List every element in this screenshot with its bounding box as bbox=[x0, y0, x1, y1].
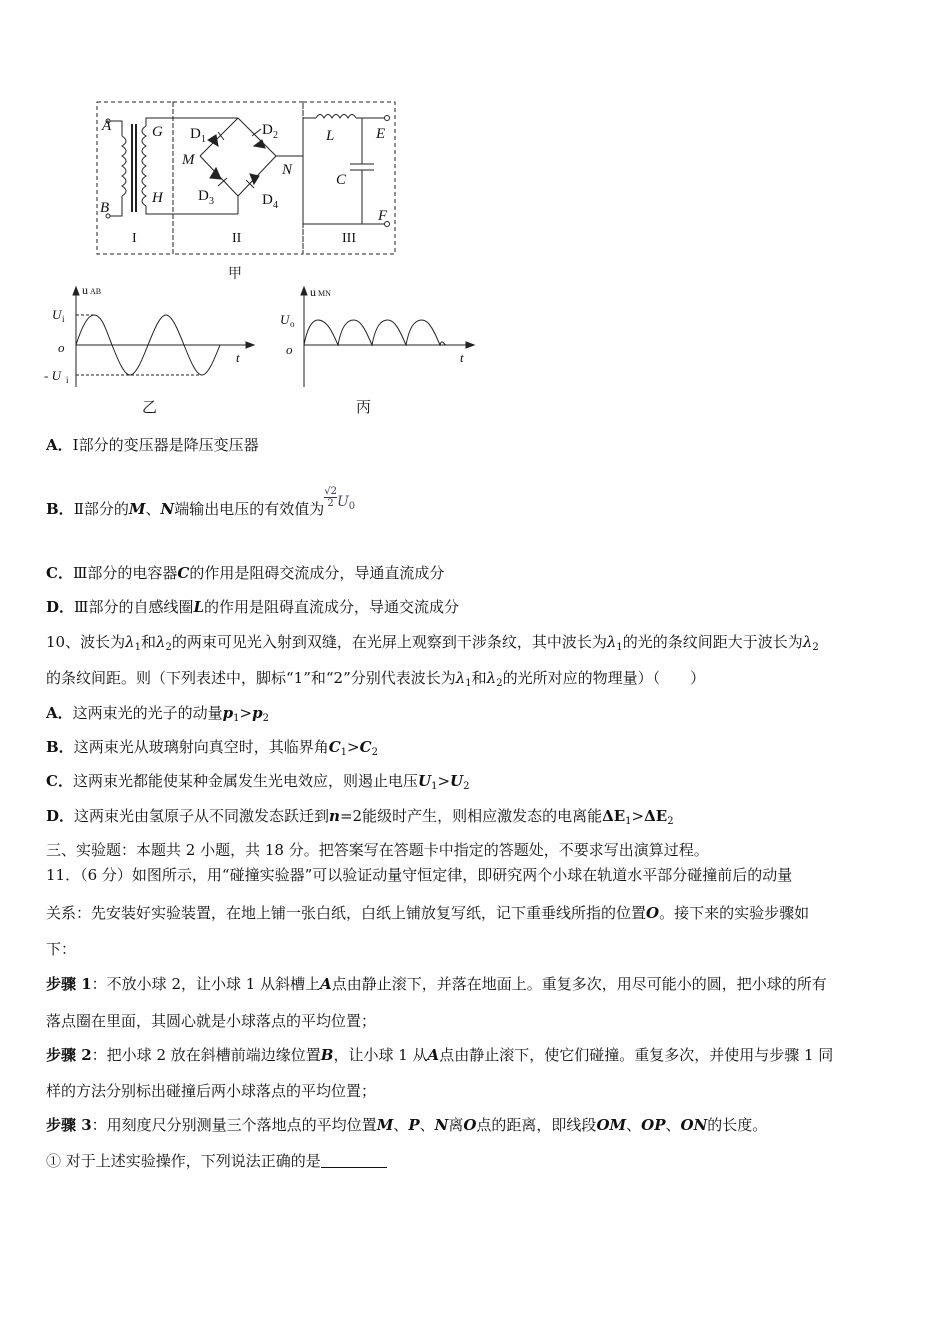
yi-neg-peak-sub: i bbox=[66, 375, 69, 385]
figure-caption-jia: 甲 bbox=[228, 267, 242, 282]
rectified-curve bbox=[304, 320, 446, 345]
bing-peak: U bbox=[280, 312, 290, 327]
label-D2-sub: 2 bbox=[273, 130, 278, 141]
sqrt2-over-2: $\frac{√2}{2}$ bbox=[324, 486, 337, 509]
bing-origin: o bbox=[286, 342, 293, 357]
q9-option-b[interactable]: B．Ⅱ部分的M、N端输出电压的有效值为 $\frac{√2}{2}$ $U^0$ bbox=[46, 486, 356, 518]
label-D3-sub: 3 bbox=[209, 196, 214, 207]
label-D2: D bbox=[262, 122, 273, 138]
yi-ylabel-sub: AB bbox=[90, 287, 102, 296]
diode-d3 bbox=[210, 168, 221, 179]
q10-option-d[interactable]: D．这两束光由氢原子从不同激发态跃迁到n=2能级时产生，则相应激发态的电离能$\Delta E_1>\Delta E_2$ bbox=[46, 807, 674, 827]
label-D1: D bbox=[190, 126, 201, 142]
label-E: E bbox=[376, 126, 386, 142]
q9-option-a[interactable]: A．Ⅰ部分的变压器是降压变压器 bbox=[46, 436, 259, 454]
section-label-1: I bbox=[132, 231, 137, 246]
bing-ylabel: u bbox=[310, 285, 316, 299]
waveform-figure-yi bbox=[44, 282, 259, 422]
label-D1-sub: 1 bbox=[201, 134, 206, 145]
q10-option-b[interactable]: B．这两束光从玻璃射向真空时，其临界角$C_1>C_2$ bbox=[46, 738, 378, 758]
label-L: L bbox=[326, 128, 335, 144]
q11-line1: 11．（6 分）如图所示，用“碰撞实验器”可以验证动量守恒定律，即研究两个小球在轨道水平部分碰撞前后的动量 bbox=[46, 866, 793, 884]
circuit-figure-jia bbox=[90, 96, 440, 286]
bing-peak-sub: o bbox=[290, 319, 295, 329]
label-D4-sub: 4 bbox=[273, 200, 278, 211]
primary-coil bbox=[122, 136, 126, 196]
yi-peak-sub: i bbox=[62, 314, 65, 324]
yi-xlabel: t bbox=[236, 350, 240, 365]
q10-stem-line2: 的条纹间距。则（下列表述中，脚标“1”和“2”分别代表波长为$\lambda_1$和$\lambda_2$的光所对应的物理量）（ ） bbox=[46, 669, 706, 689]
label-D3: D bbox=[198, 188, 209, 204]
waveform-figure-bing bbox=[274, 282, 484, 422]
q11-step2-cont: 样的方法分别标出碰撞后两小球落点的平均位置； bbox=[46, 1082, 377, 1100]
q10-stem-line1: 10、波长为$\lambda_1$和$\lambda_2$的两束可见光入射到双缝，在光屏上观察到干涉条纹，其中波长为$\lambda_1$的光的条纹间距大于波长为$\lambda_2$ bbox=[46, 633, 819, 653]
q10-option-c[interactable]: C．这两束光都能使某种金属发生光电效应，则遏止电压$U_1>U_2$ bbox=[46, 772, 470, 792]
label-H: H bbox=[152, 190, 163, 206]
label-D4: D bbox=[262, 192, 273, 208]
yi-neg-peak: - U bbox=[44, 368, 61, 383]
label-M: M bbox=[182, 152, 195, 168]
q11-subquestion-1: ① 对于上述实验操作，下列说法正确的是 bbox=[46, 1150, 387, 1172]
yi-ylabel: u bbox=[82, 283, 88, 297]
q11-step3: 步骤 3：用刻度尺分别测量三个落地点的平均位置M、P、N离O点的距离，即线段OM、OP、ON的长度。 bbox=[46, 1116, 768, 1134]
q9-option-c[interactable]: C．Ⅲ部分的电容器C的作用是阻碍交流成分，导通直流成分 bbox=[46, 564, 445, 582]
q11-step2: 步骤 2：把小球 2 放在斜槽前端边缘位置B，让小球 1 从A点由静止滚下，使它们碰撞。重复多次，并使用与步骤 1 同 bbox=[46, 1046, 834, 1064]
answer-blank[interactable] bbox=[321, 1153, 387, 1168]
q11-step1-cont: 落点圈在里面，其圆心就是小球落点的平均位置； bbox=[46, 1012, 377, 1030]
label-A: A bbox=[102, 118, 112, 134]
figure-caption-yi: 乙 bbox=[142, 400, 158, 416]
q11-line3: 下： bbox=[46, 940, 77, 958]
section-label-3: III bbox=[342, 231, 356, 246]
q10-option-a[interactable]: A．这两束光的光子的动量$p_1>p_2$ bbox=[46, 704, 269, 724]
section3-heading: 三、实验题：本题共 2 小题，共 18 分。把答案写在答题卡中指定的答题处，不要求写出演算过程。 bbox=[46, 841, 709, 859]
bing-xlabel: t bbox=[460, 350, 464, 365]
yi-origin: o bbox=[58, 340, 65, 355]
q11-step1: 步骤 1：不放小球 2，让小球 1 从斜槽上A点由静止滚下，并落在地面上。重复多次，用尽可能小的圆，把小球的所有 bbox=[46, 975, 827, 993]
q9-option-d[interactable]: D．Ⅲ部分的自感线圈L的作用是阻碍直流成分，导通交流成分 bbox=[46, 598, 460, 616]
yi-peak: U bbox=[52, 307, 62, 322]
figure-caption-bing: 丙 bbox=[356, 400, 372, 416]
label-N: N bbox=[282, 162, 293, 178]
label-C: C bbox=[336, 172, 347, 188]
label-G: G bbox=[152, 124, 163, 140]
inductor-L bbox=[316, 115, 356, 119]
diode-d2 bbox=[254, 140, 265, 148]
label-F: F bbox=[378, 208, 388, 224]
diode-d1 bbox=[208, 135, 218, 146]
q11-line2: 关系：先安装好实验装置，在地上铺一张白纸，白纸上铺放复写纸，记下重垂线所指的位置O。接下来的实验步骤如 bbox=[46, 904, 810, 922]
label-B: B bbox=[100, 200, 110, 216]
secondary-coil bbox=[142, 126, 146, 206]
bing-ylabel-sub: MN bbox=[318, 289, 331, 298]
section-label-2: II bbox=[232, 231, 242, 246]
